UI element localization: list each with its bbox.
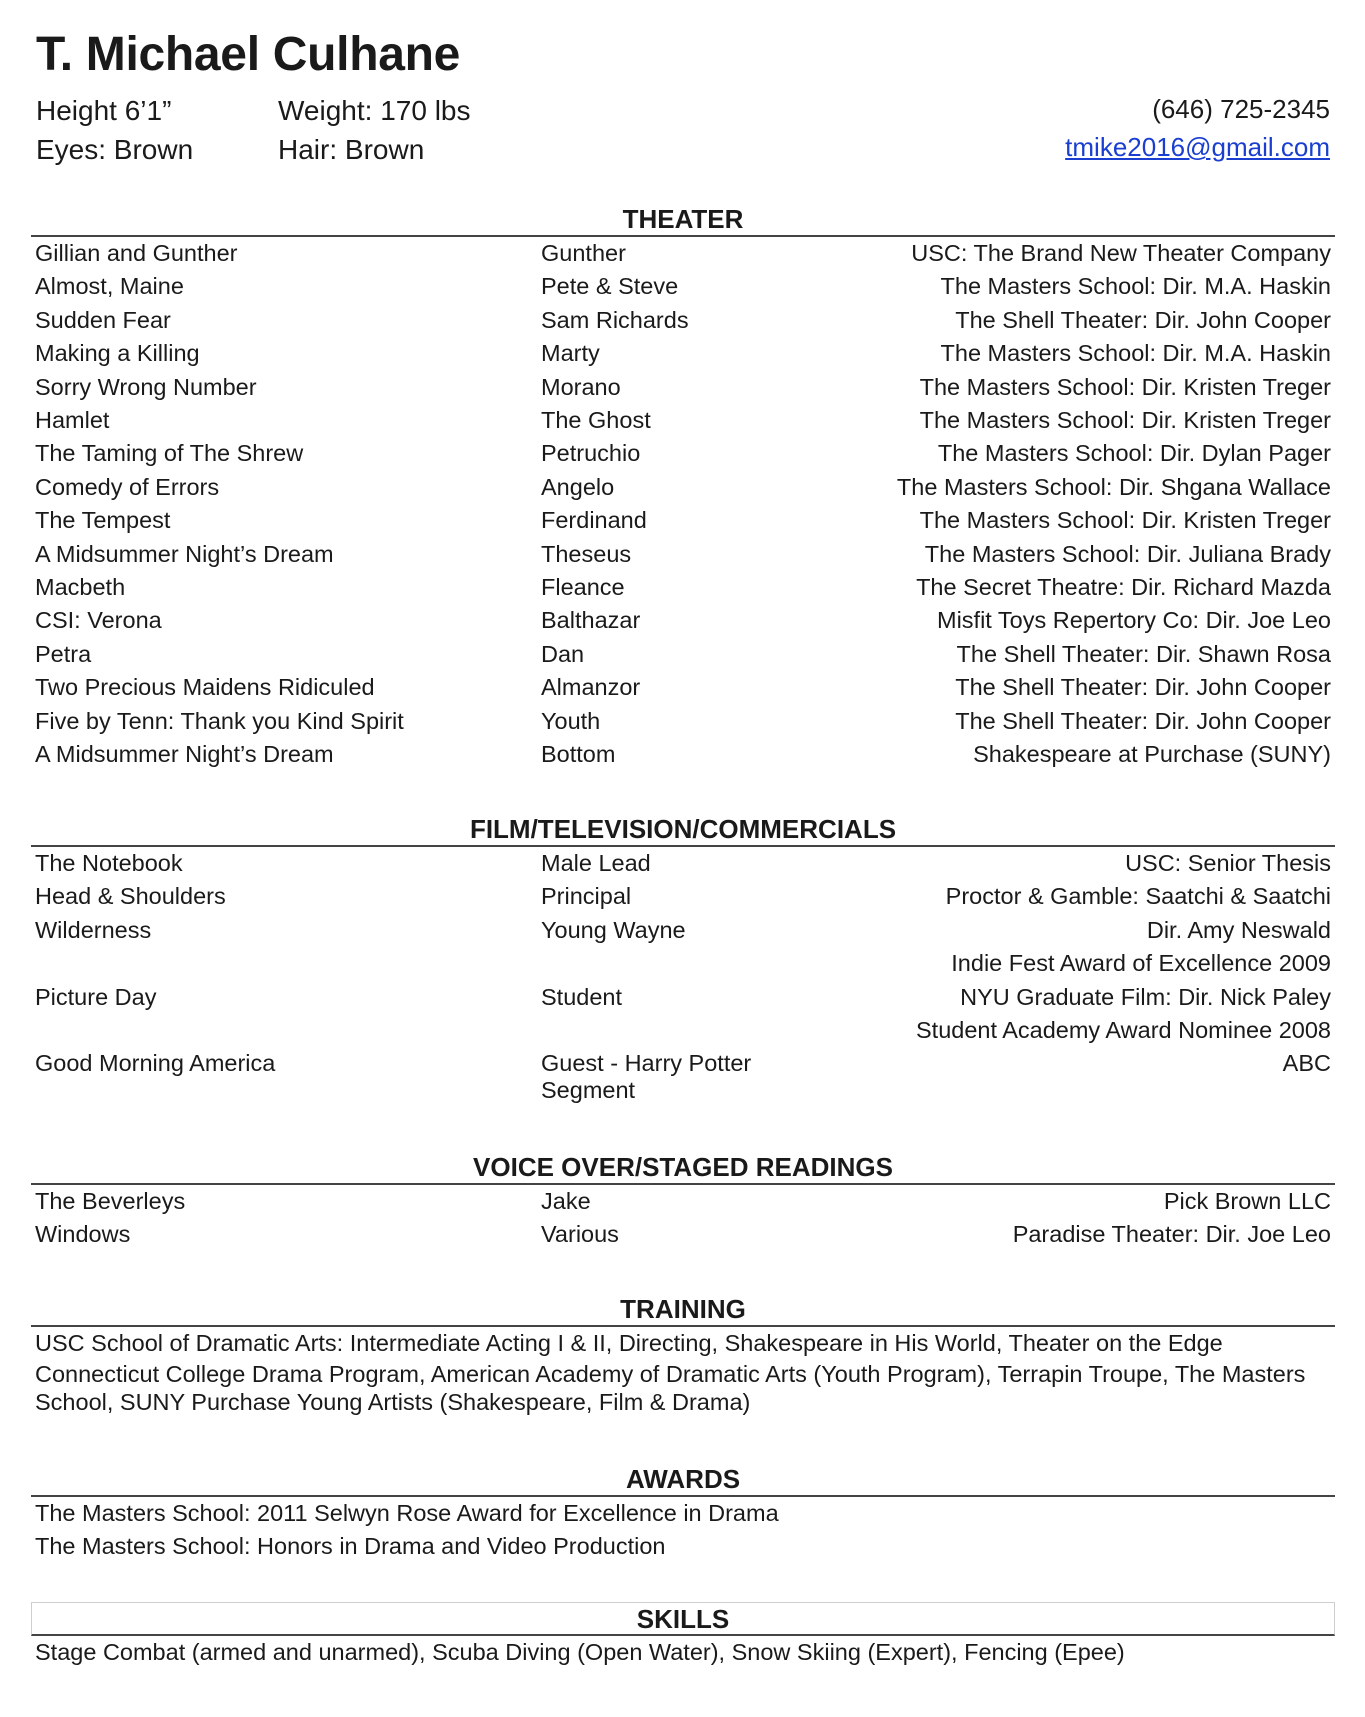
credit-role: Student <box>541 983 623 1010</box>
credit-venue: Paradise Theater: Dir. Joe Leo <box>1012 1221 1331 1248</box>
credit-show: The Notebook <box>35 850 183 876</box>
credit-show: Sorry Wrong Number <box>35 373 257 400</box>
awards-section <box>31 1464 1335 1563</box>
credit-row <box>31 981 1335 1014</box>
award-item: The Masters School: Honors in Drama and Video Production <box>35 1533 666 1559</box>
credit-venue: The Secret Theatre: Dir. Richard Mazda <box>916 574 1331 601</box>
credit-show: CSI: Verona <box>35 607 162 634</box>
credit-show: Hamlet <box>35 407 110 434</box>
credit-row <box>31 671 1335 704</box>
credit-role: Morano <box>541 373 621 400</box>
credit-show: A Midsummer Night’s Dream <box>35 741 334 768</box>
credit-venue: The Masters School: Dir. M.A. Haskin <box>940 340 1331 367</box>
credit-row <box>31 337 1335 370</box>
theater-credits-table <box>31 237 1335 772</box>
credit-show: Head & Shoulders <box>35 883 226 910</box>
credit-show: Gillian and Gunther <box>35 240 238 266</box>
credit-venue: Indie Fest Award of Excellence 2009 <box>951 950 1331 977</box>
phone-number: (646) 725-2345 <box>1152 94 1330 124</box>
credit-row <box>31 914 1335 947</box>
credit-venue: The Masters School: Dir. Juliana Brady <box>924 540 1331 567</box>
credit-role: Angelo <box>541 473 615 500</box>
credit-show: Making a Killing <box>35 340 200 367</box>
credit-role: Gunther <box>541 240 626 266</box>
actor-name: T. Michael Culhane <box>36 28 461 81</box>
credit-row <box>31 404 1335 437</box>
credit-show: Two Precious Maidens Ridiculed <box>35 674 375 701</box>
credit-show <box>31 1014 537 1047</box>
credit-venue: The Masters School: Dir. Kristen Treger <box>919 507 1331 534</box>
credit-role: Youth <box>541 707 601 734</box>
credit-role: Petruchio <box>541 440 641 467</box>
credit-row <box>31 705 1335 738</box>
eyes-stat: Eyes: Brown <box>36 134 194 165</box>
credit-role <box>537 1014 845 1047</box>
credit-show: A Midsummer Night’s Dream <box>35 540 334 567</box>
credit-show: Sudden Fear <box>35 306 171 333</box>
credit-row <box>31 604 1335 637</box>
credit-role: Fleance <box>541 574 625 601</box>
credit-show: Wilderness <box>35 916 152 943</box>
credit-venue: The Masters School: Dir. Dylan Pager <box>937 440 1331 467</box>
height-stat: Height 6’1” <box>36 95 172 126</box>
credit-role: Sam Richards <box>541 306 689 333</box>
voice-section <box>31 1152 1335 1252</box>
credit-venue: ABC <box>1282 1050 1331 1077</box>
credit-row <box>31 304 1335 337</box>
credit-show: Comedy of Errors <box>35 473 220 500</box>
credit-role: Dan <box>541 640 585 667</box>
email-link[interactable]: tmike2016@gmail.com <box>1065 132 1330 162</box>
credit-role: Young Wayne <box>541 916 686 943</box>
credit-venue: The Masters School: Dir. Shgana Wallace <box>896 473 1331 500</box>
credit-row <box>31 1218 1335 1251</box>
credit-row <box>31 1185 1335 1218</box>
film-section <box>31 814 1335 1104</box>
credit-venue: Misfit Toys Repertory Co: Dir. Joe Leo <box>937 607 1331 634</box>
hair-stat: Hair: Brown <box>278 134 425 165</box>
credit-show: The Tempest <box>35 507 171 534</box>
credit-show <box>31 947 537 980</box>
credit-show: Almost, Maine <box>35 273 184 300</box>
credit-row <box>31 571 1335 604</box>
credit-role: The Ghost <box>541 407 651 434</box>
credit-role: Guest - Harry Potter Segment <box>541 1050 752 1104</box>
credit-venue: USC: Senior Thesis <box>1125 850 1331 876</box>
credit-row <box>31 371 1335 404</box>
training-heading: TRAINING <box>31 1294 1335 1327</box>
credit-venue: The Masters School: Dir. Kristen Treger <box>919 373 1331 400</box>
theater-heading: THEATER <box>31 204 1335 237</box>
credit-show: Good Morning America <box>35 1050 276 1077</box>
skills-heading: SKILLS <box>31 1602 1335 1636</box>
credit-venue: The Shell Theater: Dir. Shawn Rosa <box>956 640 1331 667</box>
credit-show: Petra <box>35 640 92 667</box>
voice-credits-table <box>31 1185 1335 1252</box>
training-line: USC School of Dramatic Arts: Intermediate Acting I & II, Directing, Shakespeare in His World, Theater on the Edge <box>35 1330 1223 1356</box>
credit-row <box>31 1047 1335 1104</box>
credit-venue: Shakespeare at Purchase (SUNY) <box>973 741 1331 768</box>
credit-role: Various <box>541 1221 619 1248</box>
awards-heading: AWARDS <box>31 1464 1335 1497</box>
credit-row <box>31 237 1335 270</box>
credit-row <box>31 638 1335 671</box>
credit-role: Male Lead <box>541 850 651 876</box>
award-item: The Masters School: 2011 Selwyn Rose Award for Excellence in Drama <box>35 1500 779 1526</box>
credit-role: Marty <box>541 340 600 367</box>
credit-role: Jake <box>541 1188 591 1214</box>
credit-row <box>31 437 1335 470</box>
credit-show: Picture Day <box>35 983 157 1010</box>
credit-role: Almanzor <box>541 674 641 701</box>
credit-role: Principal <box>541 883 632 910</box>
skills-section <box>31 1602 1335 1669</box>
credit-row <box>31 738 1335 771</box>
credit-show: Macbeth <box>35 574 126 601</box>
film-credits-table <box>31 847 1335 1104</box>
credit-show: Windows <box>35 1221 131 1248</box>
credit-venue: The Shell Theater: Dir. John Cooper <box>955 306 1331 333</box>
credit-role <box>537 947 845 980</box>
credit-role: Theseus <box>541 540 632 567</box>
credit-venue: Dir. Amy Neswald <box>1146 916 1331 943</box>
credit-row <box>31 270 1335 303</box>
credit-venue: Proctor & Gamble: Saatchi & Saatchi <box>945 883 1331 910</box>
credit-venue: The Masters School: Dir. M.A. Haskin <box>940 273 1331 300</box>
credit-row <box>31 538 1335 571</box>
credit-row <box>31 471 1335 504</box>
credit-venue: USC: The Brand New Theater Company <box>911 240 1331 266</box>
theater-section <box>31 204 1335 772</box>
training-section <box>31 1294 1335 1416</box>
training-line: Connecticut College Drama Program, American Academy of Dramatic Arts (Youth Program), Terrapin Troupe, The Masters School, SUNY Purchase Young Artists (Shakespeare, Film & Drama) <box>35 1361 1306 1415</box>
credit-venue: The Shell Theater: Dir. John Cooper <box>955 707 1331 734</box>
credit-venue: The Shell Theater: Dir. John Cooper <box>955 674 1331 701</box>
credit-row <box>31 880 1335 913</box>
credit-venue: NYU Graduate Film: Dir. Nick Paley <box>960 983 1331 1010</box>
voice-heading: VOICE OVER/STAGED READINGS <box>31 1152 1335 1185</box>
credit-row <box>31 1014 1335 1047</box>
credit-venue: Pick Brown LLC <box>1163 1188 1331 1214</box>
film-heading: FILM/TELEVISION/COMMERCIALS <box>31 814 1335 847</box>
credit-row <box>31 847 1335 880</box>
credit-show: The Beverleys <box>35 1188 186 1214</box>
credit-show: Five by Tenn: Thank you Kind Spirit <box>35 707 404 734</box>
credit-role: Ferdinand <box>541 507 647 534</box>
credit-show: The Taming of The Shrew <box>35 440 304 467</box>
credit-venue: The Masters School: Dir. Kristen Treger <box>919 407 1331 434</box>
credit-venue: Student Academy Award Nominee 2008 <box>915 1017 1331 1044</box>
weight-stat: Weight: 170 lbs <box>278 95 471 126</box>
credit-row <box>31 504 1335 537</box>
credit-role: Balthazar <box>541 607 641 634</box>
credit-role: Bottom <box>541 741 616 768</box>
credit-row <box>31 947 1335 980</box>
skills-text: Stage Combat (armed and unarmed), Scuba Diving (Open Water), Snow Skiing (Expert), Fencing (Epee) <box>35 1639 1125 1665</box>
credit-role: Pete & Steve <box>541 273 679 300</box>
